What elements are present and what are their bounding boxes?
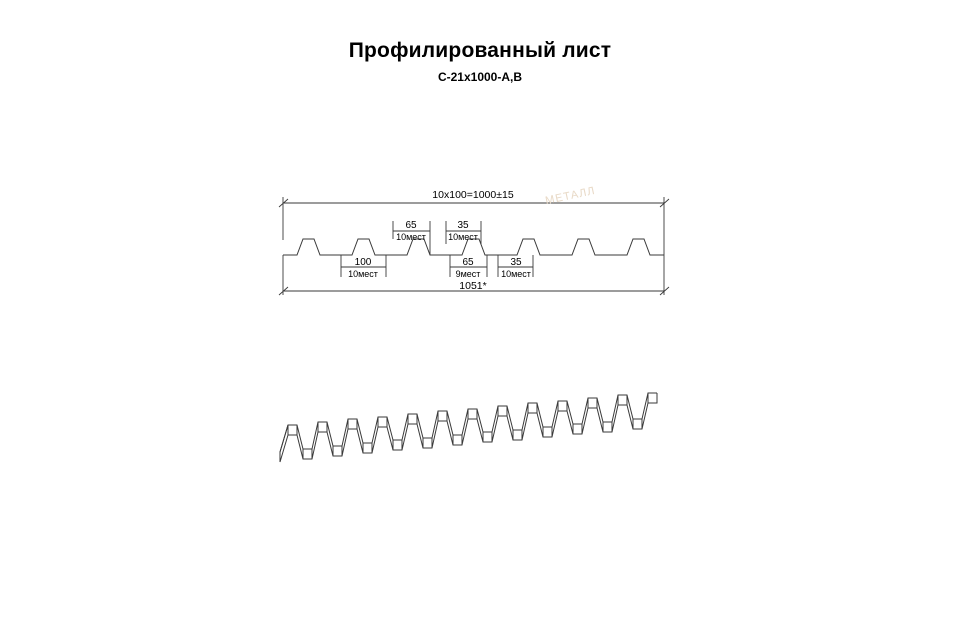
lower-left-value-label: 100 bbox=[354, 257, 372, 268]
lower-left-count-label: 10мест bbox=[348, 269, 378, 279]
upper-right-value-label: 35 bbox=[457, 220, 469, 231]
lower-right-count-label: 10мест bbox=[501, 269, 531, 279]
lower-mid-count-label: 9мест bbox=[455, 269, 481, 279]
lower-right-value-label: 35 bbox=[510, 257, 522, 268]
isometric-sheet-view bbox=[280, 393, 657, 462]
upper-right-count-label: 10мест bbox=[448, 232, 478, 242]
page-subtitle: С-21х1000-A,B bbox=[437, 70, 523, 84]
sheet-bottom-edge bbox=[280, 393, 657, 462]
upper-left-count-label: 10мест bbox=[396, 232, 426, 242]
lower-mid-value-label: 65 bbox=[462, 257, 474, 268]
bottom-dimension-label: 1051* bbox=[459, 280, 487, 292]
page-title: Профилированный лист bbox=[348, 39, 612, 62]
watermark-text: МЕТАЛЛ bbox=[544, 184, 597, 208]
upper-left-value-label: 65 bbox=[405, 220, 417, 231]
top-dimension-group bbox=[279, 197, 669, 255]
top-dimension-label: 10х100=1000±15 bbox=[432, 189, 514, 201]
